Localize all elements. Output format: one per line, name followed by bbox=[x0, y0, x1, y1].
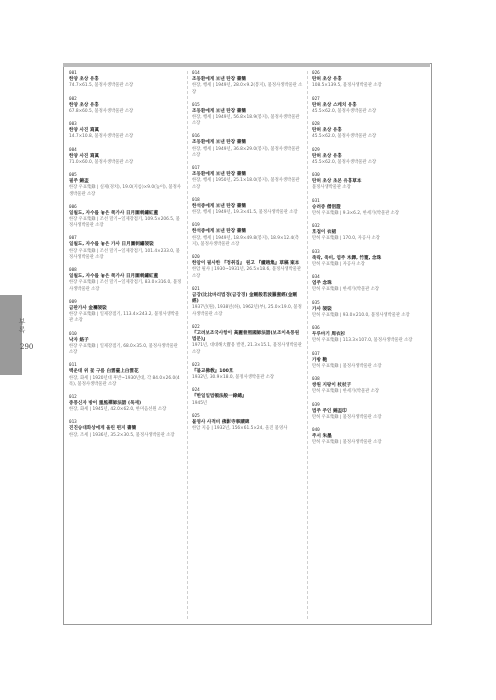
catalog-entry bbox=[69, 71, 183, 90]
catalog-entry bbox=[312, 275, 423, 294]
catalog-entry bbox=[312, 122, 423, 141]
entry-number: 037 bbox=[312, 351, 320, 357]
entry-title: 금강(比比바리법경(금강경) 金剛般若波羅蜜經(金剛經) bbox=[192, 292, 298, 305]
catalog-entry bbox=[192, 255, 303, 280]
entry-number: 024 bbox=[192, 388, 200, 394]
catalog-entry bbox=[192, 198, 303, 217]
entry-number: 007 bbox=[69, 236, 77, 242]
catalog-entry bbox=[312, 71, 423, 90]
entry-description: 1932년, 30.9×18.0, 불정사생박물관 소장 bbox=[192, 375, 275, 381]
entry-number: 018 bbox=[192, 197, 200, 203]
entry-description: 45.5×62.0, 불정사생박물관 소장 bbox=[312, 134, 377, 140]
catalog-entry bbox=[69, 122, 183, 141]
entry-number: 036 bbox=[312, 326, 320, 331]
catalog-entry bbox=[69, 173, 183, 198]
entry-title: 일월도, 자수를 놓은 가사 日月圖刺繡袈裟 bbox=[69, 242, 154, 248]
entry-title: 일월도, 자수를 놓은 쪽가사 日月圖刺繡紅蓋 bbox=[69, 210, 159, 216]
entry-title: 조동환에게 보낸 탄장 書簡 bbox=[192, 172, 246, 178]
entry-number: 006 bbox=[69, 204, 77, 210]
section-title: 부록 bbox=[18, 318, 26, 334]
header-rule bbox=[63, 63, 430, 67]
catalog-entry bbox=[312, 403, 423, 422]
entry-description: 한장, 행세 | 1950년, 25.1×18.0(봉지), 불정사생박물관 소장 bbox=[192, 178, 300, 190]
catalog-entry bbox=[312, 173, 423, 192]
entry-title: 쌍원 지팡이 杖杖子 bbox=[312, 383, 352, 388]
entry-title: 한양 초상 유홍 bbox=[69, 77, 99, 82]
entry-title: 조동환에게 보낸 탄장 書簡 bbox=[192, 140, 246, 146]
entry-number: 023 bbox=[192, 362, 200, 368]
entry-title: 승려증 僧侶證 bbox=[312, 204, 341, 210]
catalog-entry bbox=[69, 300, 183, 325]
entry-description: 한장, 행세 | 1949년, 19.3×41.5, 불정사생박물관 소장 bbox=[192, 210, 298, 216]
entry-description: 탄허 우표集錄 | 9.3×6.2, 한세가(박물관 소장 bbox=[312, 210, 399, 216]
entry-title: 법주 주인 錦盃印 bbox=[312, 408, 347, 414]
entry-title: 한석중에게 보낸 탄장 書簡 bbox=[192, 229, 246, 235]
catalog-entry bbox=[69, 395, 183, 414]
catalog-entry bbox=[312, 377, 423, 396]
catalog-entry bbox=[69, 363, 183, 388]
entry-title: 『한일일법頓法般一錄總』 bbox=[192, 394, 247, 400]
entry-description: 45.5×62.0, 불정사생박물관 소장 bbox=[312, 108, 377, 114]
entry-description: 한장 우표集錄 | 조선 말기~일제강점기, 83.0×316.0, 불정사생박물관 소장 bbox=[69, 280, 182, 292]
catalog-entry bbox=[312, 97, 423, 116]
entry-description: 탄허 우표集錄 | 불정사생박물관 소장 bbox=[312, 440, 382, 446]
entry-title: 조동환에게 보낸 탄장 書簡 bbox=[192, 108, 246, 114]
entry-description: 탄허 우표集錄 | 불정사생박물관 소장 bbox=[312, 363, 382, 369]
entry-description: 한장 우표集錄 | 일제강점기, 113.4×243.2, 불정사생박물관 소장 bbox=[69, 312, 180, 324]
entry-title: 가방 鞄 bbox=[312, 357, 328, 363]
catalog-entry bbox=[192, 388, 303, 407]
entry-title: 조동환에게 보낸 탄장 書簡 bbox=[192, 77, 246, 82]
entry-number: 016 bbox=[192, 134, 200, 140]
entry-title: 불영사 사적비 佛影寺事蹟碑 bbox=[192, 419, 250, 425]
entry-number: 004 bbox=[69, 147, 77, 153]
entry-number: 013 bbox=[69, 420, 77, 426]
entry-number: 011 bbox=[69, 363, 77, 369]
entry-description: 탄허 우표集錄 | 불정사생박물관 소장 bbox=[312, 414, 382, 420]
entry-number: 003 bbox=[69, 122, 77, 127]
entry-description: 108.5×139.5, 불정사생박물관 소장 bbox=[312, 83, 382, 89]
entry-number: 014 bbox=[192, 71, 200, 76]
catalog-entry bbox=[192, 223, 303, 248]
entry-description: 67.8×60.5, 불정사생박물관 소장 bbox=[69, 108, 134, 114]
entry-title: 일월도, 자수를 놓은 쪽가사 日月圖刺繡紅蓋 bbox=[69, 274, 159, 280]
entry-title: 탄허 초상 유홍 bbox=[312, 77, 342, 82]
entry-number: 033 bbox=[312, 249, 320, 255]
entry-title: 가사 袈裟 bbox=[312, 306, 332, 312]
entry-title: 죽락, 죽비, 염주 木鐸, 竹篦, 念珠 bbox=[312, 255, 382, 261]
catalog-entry bbox=[312, 199, 423, 218]
entry-title: 진진승대화상에게 올린 편지 書簡 bbox=[69, 426, 137, 432]
entry-title: 금판가사 金襴袈裟 bbox=[69, 305, 107, 311]
catalog-entry bbox=[192, 287, 303, 318]
entry-title: 호접이 衣裙 bbox=[312, 230, 337, 235]
catalog-entry bbox=[192, 363, 303, 382]
entry-description: 한장, 행세 | 1949년, 56.8×18.9(봉지), 불정사생박물관 소장 bbox=[192, 115, 300, 127]
catalog-column-2 bbox=[187, 71, 307, 619]
catalog-entry bbox=[69, 268, 183, 293]
entry-number: 020 bbox=[192, 255, 200, 261]
entry-title: 주서 朱墨 bbox=[312, 434, 332, 439]
entry-title: 두루마기 周衣衫 bbox=[312, 332, 346, 337]
entry-description: 탄허 우표集錄 | 113.3×107.0, 불정사생박물관 소장 bbox=[312, 338, 413, 344]
entry-number: 022 bbox=[192, 324, 200, 330]
entry-number: 030 bbox=[312, 173, 320, 178]
entry-description: 불정사생박물관 소장 bbox=[312, 185, 351, 191]
catalog-entry bbox=[312, 250, 423, 269]
entry-number: 038 bbox=[312, 377, 320, 382]
entry-description: 한장 우표集錄 | 조선 말기~일제강점기, 101.4×233.0, 불정사생박물관 소장 bbox=[69, 248, 180, 260]
entry-number: 015 bbox=[192, 102, 200, 108]
entry-title: 한석중에게 보낸 탄장 書簡 bbox=[192, 203, 246, 209]
entry-title: 『불교佛敎』100호 bbox=[192, 368, 234, 374]
entry-title: 필주 錦盃 bbox=[69, 179, 89, 184]
entry-title: 한암이 필사한 『정취집』 원고 『續趙集』草稿 案本 bbox=[192, 261, 300, 267]
entry-title: 탄허 초상 유홍 bbox=[312, 128, 342, 133]
catalog-entry bbox=[69, 236, 183, 261]
entry-description: 71.0×60.0, 불정사생박물관 소장 bbox=[69, 159, 134, 165]
entry-description: 한암 지음 | 1932년, 156×61.5×24, 울진 불영사 bbox=[192, 426, 288, 432]
entry-number: 009 bbox=[69, 299, 77, 305]
entry-number: 001 bbox=[69, 71, 77, 76]
catalog-entry bbox=[69, 332, 183, 357]
catalog-entry bbox=[192, 325, 303, 356]
entry-title: 중풍신자 방어 重風禪師法語 (목재) bbox=[69, 400, 142, 406]
entry-number: 034 bbox=[312, 275, 320, 280]
entry-description: 한장 우표集錄 | 실제(경치), 19.0(지름)×9.0(높이), 불정사생박물관 소장 bbox=[69, 185, 181, 197]
entry-number: 039 bbox=[312, 402, 320, 408]
entry-description: 탄허 우표集錄 | 한세가(박물관 소장 bbox=[312, 287, 379, 293]
entry-description: 한장, 행세 | 1949년, 36.8×29.0(봉지), 불정사생박물관 소장 bbox=[192, 146, 300, 158]
entry-title: 한양 사진 寫眞 bbox=[69, 153, 100, 159]
catalog-entry bbox=[312, 224, 423, 243]
entry-title: 낙자 絡子 bbox=[69, 337, 89, 343]
entry-title: 탄허 초상 스케치 유홍 bbox=[312, 102, 357, 108]
entry-title: 탄허 초상 초본 유홍草本 bbox=[312, 179, 362, 184]
entry-number: 026 bbox=[312, 71, 320, 76]
entry-description: 탄허 우표集錄 | 자공사 소장 bbox=[312, 261, 365, 267]
catalog-column-3 bbox=[307, 71, 427, 619]
entry-description: 한암 필사 | 1930~1931년, 26.5×18.6, 불정사생박물관 소장 bbox=[192, 267, 302, 279]
side-margin bbox=[0, 0, 44, 700]
entry-title: 염주 念珠 bbox=[312, 281, 332, 286]
entry-number: 032 bbox=[312, 224, 320, 229]
catalog-entry bbox=[192, 134, 303, 159]
catalog-entry bbox=[69, 420, 183, 439]
catalog-entry bbox=[312, 428, 423, 447]
section-tab bbox=[0, 295, 22, 375]
entry-description: 탄허 우표集錄 | 한세가(박물관 소장 bbox=[312, 389, 379, 395]
catalog-entry bbox=[192, 103, 303, 128]
entry-description: 한장 우표集錄 | 조선 말기~일제강점기, 109.5×206.5, 불정사생박물관 소장 bbox=[69, 217, 180, 229]
catalog-entry bbox=[312, 326, 423, 345]
entry-number: 002 bbox=[69, 96, 77, 102]
entry-description: 1937년(원), 1938년(하), 1962년(부), 25.0×19.0, 불정사생박물관 소장 bbox=[192, 305, 302, 317]
entry-number: 017 bbox=[192, 166, 200, 172]
entry-number: 008 bbox=[69, 268, 77, 274]
entry-number: 019 bbox=[192, 223, 200, 229]
entry-number: 029 bbox=[312, 147, 320, 153]
entry-description: 74.7×61.5, 불정사생박물관 소장 bbox=[69, 83, 134, 89]
catalog-entry bbox=[69, 148, 183, 167]
entry-number: 012 bbox=[69, 394, 77, 400]
catalog-entry bbox=[192, 71, 303, 96]
entry-number: 005 bbox=[69, 173, 77, 178]
entry-description: 탄허 우표集錄 | 93.0×210.0, 불정사생박물관 소장 bbox=[312, 312, 410, 318]
entry-number: 010 bbox=[69, 331, 77, 337]
entry-description: 45.5×62.0, 불정사생박물관 소장 bbox=[312, 159, 377, 165]
entry-number: 021 bbox=[192, 286, 200, 292]
entry-title: 백운대 위 꽃 구름 白雲臺上白雲花 bbox=[69, 369, 139, 375]
entry-description: 한장, 행세 | 1949년, 28.0×9.2(봉지), 불정사생박물관 소장 bbox=[192, 83, 303, 95]
entry-description: 한장 우표集錄 | 일제강점기, 68.0×35.0, 불정사생박물관 소장 bbox=[69, 343, 178, 356]
catalog-column-1 bbox=[67, 71, 187, 619]
catalog-entry bbox=[312, 301, 423, 320]
entry-number: 028 bbox=[312, 122, 320, 127]
entry-title: 탄허 초상 유홍 bbox=[312, 153, 342, 159]
entry-number: 040 bbox=[312, 428, 320, 433]
entry-number: 025 bbox=[192, 413, 200, 419]
catalog-entry bbox=[192, 166, 303, 191]
entry-description: 한장, 행세 | 1949년, 18.9×49.8(봉지), 18.9×12.4(측지), 불정사생박물관 소장 bbox=[192, 235, 300, 247]
catalog-entry bbox=[69, 205, 183, 230]
entry-description: 한장, 화세 | 1945년, 42.0×62.0, 한미음선원 소장 bbox=[69, 407, 167, 413]
entry-description: 14.7×10.8, 불정사생박물관 소장 bbox=[69, 134, 134, 140]
catalog-entry bbox=[312, 148, 423, 167]
entry-title: 한양 사진 寫眞 bbox=[69, 128, 100, 133]
catalog-entry bbox=[312, 352, 423, 371]
entry-number: 027 bbox=[312, 96, 320, 102]
entry-title: 한양 초상 유홍 bbox=[69, 102, 99, 108]
catalog-entry bbox=[69, 97, 183, 116]
entry-description: 1945년 bbox=[192, 400, 208, 406]
entry-description: 1971년, 대대해大寶용 발전, 21.3×15.1, 불정사생박물관 소장 bbox=[192, 343, 302, 355]
entry-title: 『고려보조국사항이 高麗普照國師法語(보조이옥풍원법문)』 bbox=[192, 330, 300, 343]
entry-description: 한장, 화세 | 1920년대 후반~1930년대, 각 84.0×26.0(4폭), 불정사생박물관 소장 bbox=[69, 375, 180, 387]
page-number: 290 bbox=[20, 343, 34, 351]
entry-number: 035 bbox=[312, 300, 320, 306]
entry-description: 한장, 조세 | 1936년, 35.2×30.5, 불정사생박물관 소장 bbox=[69, 432, 175, 438]
catalog-entry bbox=[192, 414, 303, 433]
entry-number: 031 bbox=[312, 198, 320, 204]
entry-description: 탄허 우표集錄 | 170.0, 자공사 소장 bbox=[312, 236, 380, 242]
catalog-columns bbox=[67, 71, 427, 619]
